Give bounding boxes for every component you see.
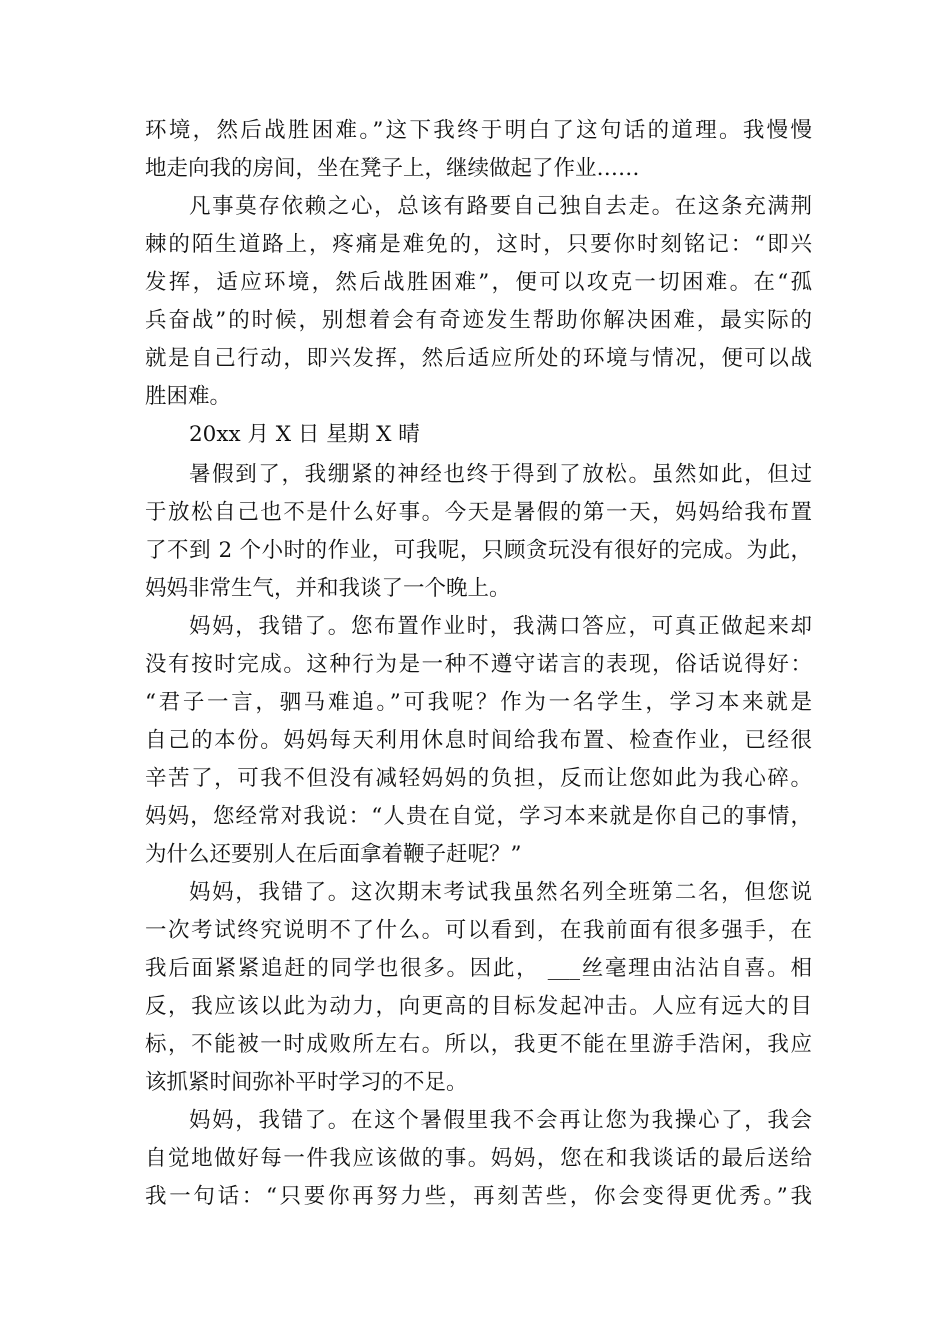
text-line: 该抓紧时间弥补平时学习的不足。 [145, 1070, 468, 1095]
text-line: 棘的陌生道路上，疼痛是难免的，这时，只要你时刻铭记：“即兴 [145, 232, 812, 257]
text-line: 妈妈，您经常对我说：“人贵在自觉，学习本来就是你自己的事情， [145, 804, 812, 829]
paragraph-start-line: 妈妈，我错了。在这个暑假里我不会再让您为我操心了，我会 [189, 1108, 812, 1133]
text-line: 没有按时完成。这种行为是一种不遵守诺言的表现，俗话说得好： [145, 652, 812, 677]
text-line: 环境，然后战胜困难。”这下我终于明白了这句话的道理。我慢慢 [145, 118, 812, 143]
text-line: 反，我应该以此为动力，向更高的目标发起冲击。人应有远大的目 [145, 994, 812, 1019]
text-line: 地走向我的房间，坐在凳子上，继续做起了作业…… [145, 156, 640, 181]
text-line: 为什么还要别人在后面拿着鞭子赶呢？” [145, 842, 522, 867]
paragraph-start-line: 妈妈，我错了。这次期末考试我虽然名列全班第二名，但您说 [189, 880, 812, 905]
diary-date-line: 20xx 月 X 日 星期 X 晴 [189, 422, 420, 447]
text-line: 我后面紧紧追赶的同学也很多。因此， ___丝毫理由沾沾自喜。相 [145, 956, 812, 981]
text-line: 了不到 2 个小时的作业，可我呢，只顾贪玩没有很好的完成。为此， [145, 538, 812, 563]
text-line: 一次考试终究说明不了什么。可以看到，在我前面有很多强手，在 [145, 918, 812, 943]
text-line: 胜困难。 [145, 384, 232, 409]
text-line: 辛苦了，可我不但没有减轻妈妈的负担，反而让您如此为我心碎。 [145, 766, 812, 791]
paragraph-start-line: 妈妈，我错了。您布置作业时，我满口答应，可真正做起来却 [189, 614, 812, 639]
text-line: “君子一言，驷马难追。”可我呢？作为一名学生，学习本来就是 [145, 690, 812, 715]
paragraph-start-line: 凡事莫存依赖之心，总该有路要自己独自去走。在这条充满荆 [189, 194, 812, 219]
text-line: 发挥，适应环境，然后战胜困难”，便可以攻克一切困难。在“孤 [145, 270, 812, 295]
text-line: 标，不能被一时成败所左右。所以，我更不能在里游手浩闲，我应 [145, 1032, 812, 1057]
text-line: 于放松自己也不是什么好事。今天是暑假的第一天，妈妈给我布置 [145, 500, 812, 525]
text-line: 就是自己行动，即兴发挥，然后适应所处的环境与情况，便可以战 [145, 346, 812, 371]
paragraph-start-line: 暑假到了，我绷紧的神经也终于得到了放松。虽然如此，但过 [189, 462, 812, 487]
text-line: 自觉地做好每一件我应该做的事。妈妈，您在和我谈话的最后送给 [145, 1146, 812, 1171]
text-line: 自己的本份。妈妈每天利用休息时间给我布置、检查作业，已经很 [145, 728, 812, 753]
text-line: 兵奋战”的时候，别想着会有奇迹发生帮助你解决困难，最实际的 [145, 308, 812, 333]
text-line: 我一句话：“只要你再努力些，再刻苦些，你会变得更优秀。”我 [145, 1184, 812, 1209]
text-line: 妈妈非常生气，并和我谈了一个晚上。 [145, 576, 511, 601]
